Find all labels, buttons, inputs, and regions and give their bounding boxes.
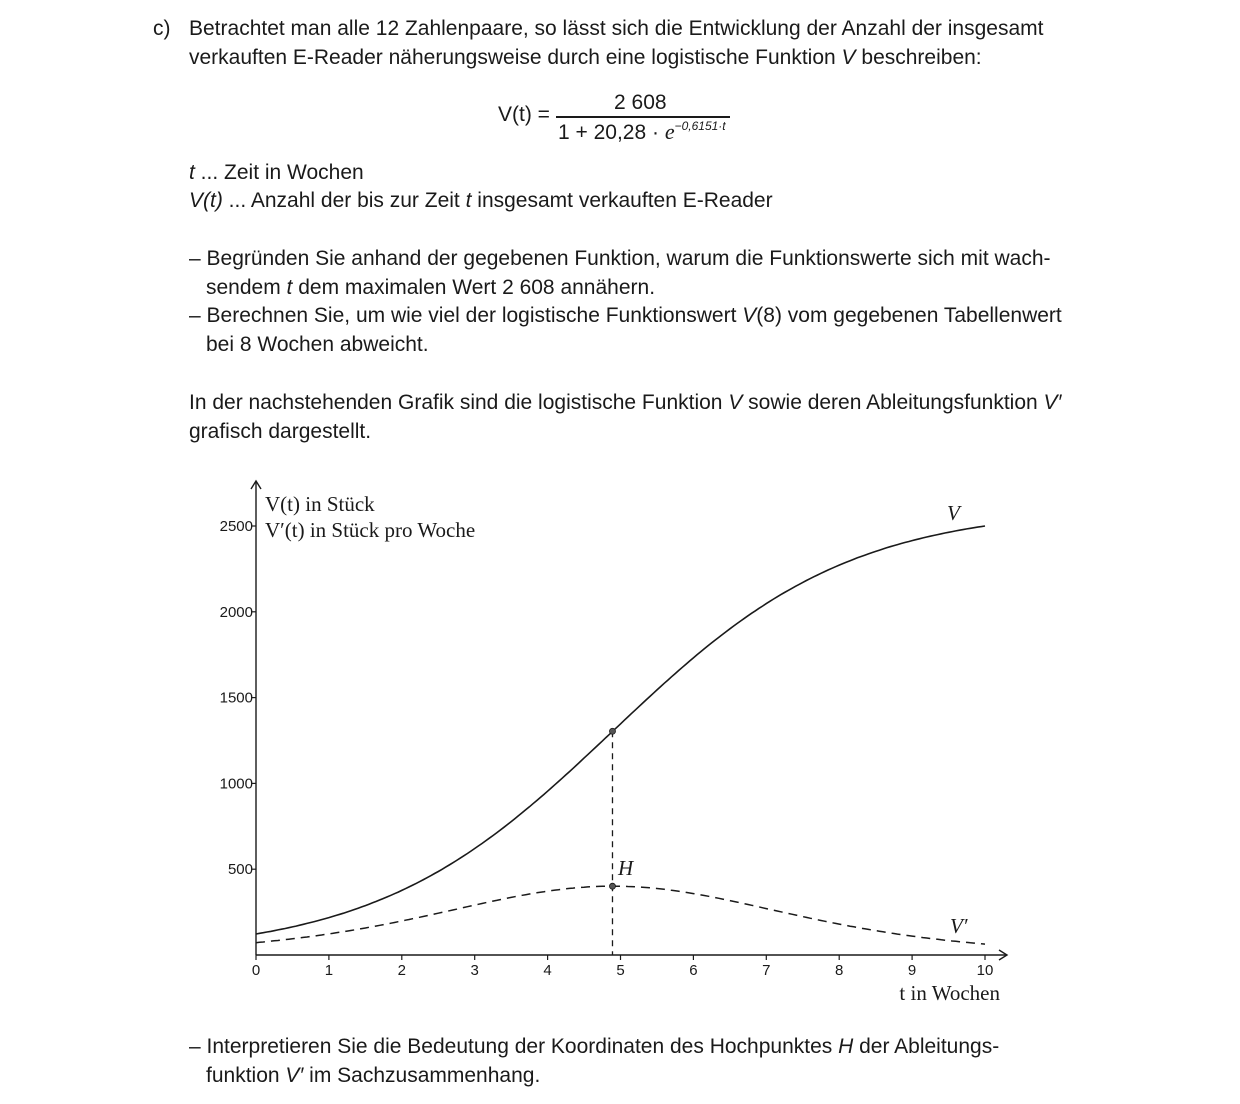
formula-numerator: 2 608 <box>614 91 667 114</box>
gi-text-mid: sowie deren Ableitungsfunktion <box>742 391 1044 414</box>
chart-axes <box>251 481 1007 960</box>
fb2-text-end: im Sachzusammenhang. <box>303 1064 541 1087</box>
chart-ticks <box>220 518 994 979</box>
x-axis-label: t in Wochen <box>899 981 1000 1005</box>
gi-text: In der nachstehenden Grafik sind die logistische Funktion <box>189 391 729 414</box>
x-tick-label: 8 <box>835 962 844 979</box>
fb2-var: V′ <box>285 1064 304 1087</box>
def-t-var: t <box>189 161 195 184</box>
y-axis-label-1: V(t) in Stück <box>265 492 375 516</box>
x-tick-label: 10 <box>976 962 994 979</box>
b2-var: V <box>742 304 757 327</box>
intro-line-1: Betrachtet man alle 12 Zahlenpaare, so lässt sich die Entwicklung der Anzahl der insgesamt <box>189 17 1044 40</box>
series-label-v-prime: V′ <box>950 914 968 938</box>
y-axis-label-2: V′(t) in Stück pro Woche <box>265 518 476 542</box>
x-tick-label: 6 <box>689 962 698 979</box>
series-label-v: V <box>947 501 960 525</box>
y-tick-label: 2500 <box>219 518 253 535</box>
b1-text-end: dem maximalen Wert 2 608 annähern. <box>292 276 656 299</box>
task-label: c) <box>153 17 171 40</box>
inflection-point <box>609 728 615 734</box>
y-tick-label: 500 <box>227 861 253 879</box>
def-v-text-end: insgesamt verkauften E-Reader <box>471 189 773 212</box>
x-tick-label: 1 <box>324 962 334 979</box>
x-tick-label: 5 <box>616 962 625 979</box>
x-tick-label: 7 <box>762 962 771 979</box>
intro-var: V <box>841 46 856 69</box>
gi-var: V <box>728 391 743 414</box>
b1-var: t <box>286 276 293 299</box>
fb2-text: funktion <box>206 1064 286 1087</box>
bullet-1-line-1: – Begründen Sie anhand der gegebenen Funktion, warum die Funktionswerte sich mit wach- <box>189 247 1051 270</box>
final-bullet-line-1 <box>189 1032 999 1061</box>
def-v-var: V(t) <box>189 189 223 212</box>
x-tick-label: 9 <box>907 962 917 979</box>
def-v-t: t <box>465 189 472 212</box>
bullet-2-line-2: bei 8 Wochen abweicht. <box>206 333 429 356</box>
gi-var2: V′ <box>1043 391 1062 414</box>
x-tick-label: 0 <box>251 962 261 979</box>
fb-var: H <box>838 1035 854 1058</box>
fb-text-end: der Ableitungs- <box>853 1035 1000 1058</box>
exp-base: e <box>664 119 675 144</box>
x-tick-label: 2 <box>397 962 406 979</box>
chart-labels <box>265 492 1000 1005</box>
denominator-text: 1 + 20,28 · <box>558 121 665 144</box>
b2-text: – Berechnen Sie, um wie viel der logistische Funktionswert <box>189 304 743 327</box>
y-tick-label: 1500 <box>219 689 253 707</box>
x-tick-label: 4 <box>543 962 552 979</box>
b2-text-end: (8) vom gegebenen Tabellenwert <box>756 304 1062 327</box>
def-t-text: ... Zeit in Wochen <box>194 161 364 184</box>
chart-curves <box>256 526 985 955</box>
y-tick-label: 1000 <box>219 775 253 793</box>
high-point-h <box>609 883 615 889</box>
exponent: −0,6151·t <box>674 119 726 133</box>
b1-text: sendem <box>206 276 287 299</box>
def-v-text: ... Anzahl der bis zur Zeit <box>222 189 466 212</box>
series-v-prime-line <box>256 886 985 944</box>
fb-text: – Interpretieren Sie die Bedeutung der Koordinaten des Hochpunktes <box>189 1035 839 1058</box>
formula-lhs: V(t) = <box>498 103 550 126</box>
x-tick-label: 3 <box>470 962 479 979</box>
graph-intro-line-2: grafisch dargestellt. <box>189 420 372 443</box>
point-h-label: H <box>618 856 634 880</box>
y-tick-label: 2000 <box>219 603 253 621</box>
final-bullet-line-2 <box>206 1061 540 1090</box>
intro-text: verkauften E-Reader näherungsweise durch eine logistische Funktion <box>189 46 842 69</box>
intro-text-end: beschreiben: <box>855 46 982 69</box>
